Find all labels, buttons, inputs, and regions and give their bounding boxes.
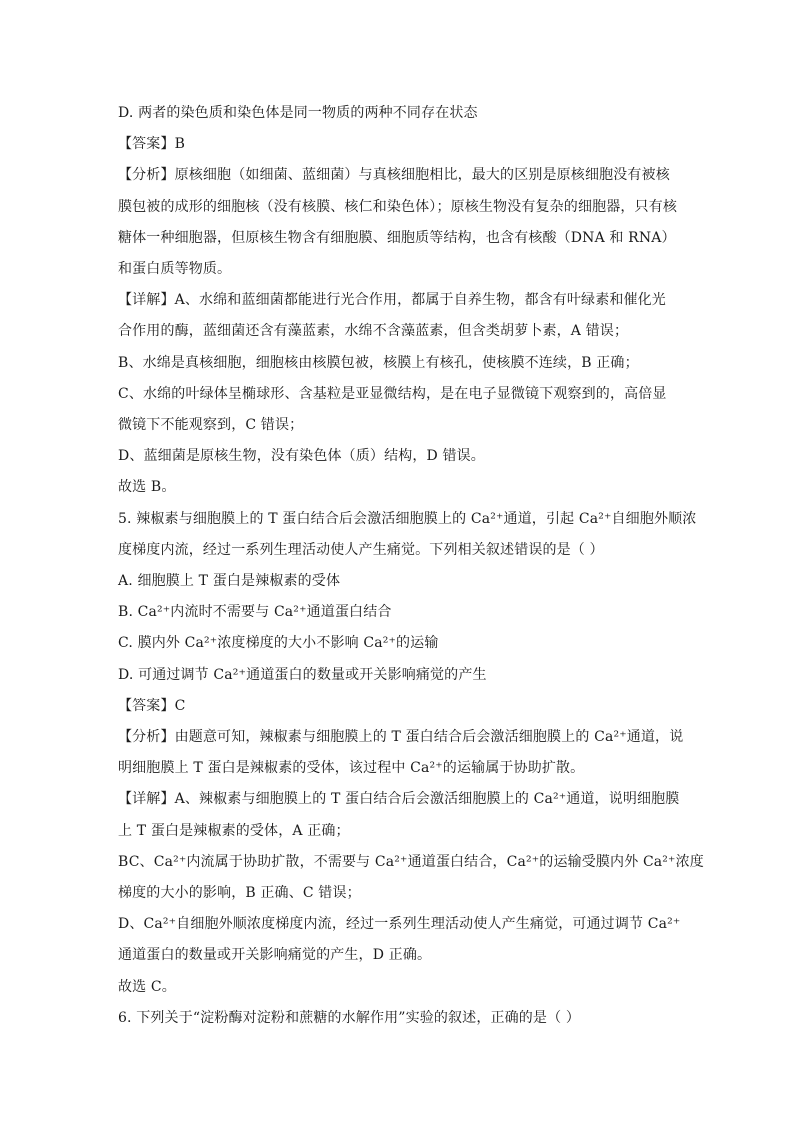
text-line: B. Ca²⁺内流时不需要与 Ca²⁺通道蛋白结合: [118, 604, 392, 621]
text-line: D. 可通过调节 Ca²⁺通道蛋白的数量或开关影响痛觉的产生: [118, 666, 487, 683]
text-line: 故选 C。: [118, 978, 176, 995]
text-line: BC、Ca²⁺内流属于协助扩散，不需要与 Ca²⁺通道蛋白结合，Ca²⁺的运输受膜内外 Ca²⁺浓度: [118, 853, 704, 870]
text-line: 度梯度内流，经过一系列生理活动使人产生痛觉。下列相关叙述错误的是（ ）: [118, 541, 604, 558]
text-line: 【详解】A、水绵和蓝细菌都能进行光合作用，都属于自养生物，都含有叶绿素和催化光: [118, 292, 666, 309]
text-line: A. 细胞膜上 T 蛋白是辣椒素的受体: [118, 573, 341, 590]
text-line: 6. 下列关于“淀粉酶对淀粉和蔗糖的水解作用”实验的叙述，正确的是（ ）: [118, 1009, 580, 1026]
text-line: 【答案】B: [118, 136, 186, 153]
text-line: 上 T 蛋白是辣椒素的受体，A 正确；: [118, 822, 350, 839]
text-line: 【答案】C: [118, 697, 186, 714]
text-line: 故选 B。: [118, 479, 176, 496]
text-line: 5. 辣椒素与细胞膜上的 T 蛋白结合后会激活细胞膜上的 Ca²⁺通道，引起 Ca²⁺自细胞外顺浓: [118, 510, 697, 527]
text-line: 通道蛋白的数量或开关影响痛觉的产生，D 正确。: [118, 947, 432, 964]
text-line: 糖体一种细胞器，但原核生物含有细胞膜、细胞质等结构，也含有核酸（DNA 和 RNA）: [118, 229, 676, 246]
text-line: 明细胞膜上 T 蛋白是辣椒素的受体，该过程中 Ca²⁺的运输属于协助扩散。: [118, 760, 585, 777]
document-page: [118, 98, 704, 1034]
text-line: C、水绵的叶绿体呈椭球形、含基粒是亚显微结构，是在电子显微镜下观察到的，高倍显: [118, 385, 667, 402]
text-line: 合作用的酶，蓝细菌还含有藻蓝素，水绵不含藻蓝素，但含类胡萝卜素，A 错误；: [118, 323, 629, 340]
text-line: 膜包被的成形的细胞核（没有核膜、核仁和染色体）；原核生物没有复杂的细胞器，只有核: [118, 198, 677, 215]
text-line: B、水绵是真核细胞，细胞核由核膜包被，核膜上有核孔，使核膜不连续，B 正确；: [118, 354, 639, 371]
text-line: D、Ca²⁺自细胞外顺浓度梯度内流，经过一系列生理活动使人产生痛觉，可通过调节 Ca²⁺: [118, 916, 681, 933]
text-line: 【分析】由题意可知，辣椒素与细胞膜上的 T 蛋白结合后会激活细胞膜上的 Ca²⁺通道，说: [118, 729, 684, 746]
text-line: C. 膜内外 Ca²⁺浓度梯度的大小不影响 Ca²⁺的运输: [118, 635, 439, 652]
text-line: 微镜下不能观察到，C 错误；: [118, 417, 304, 434]
text-line: 梯度的大小的影响，B 正确、C 错误；: [118, 885, 361, 902]
text-line: D、蓝细菌是原核生物，没有染色体（质）结构，D 错误。: [118, 448, 485, 465]
text-line: D. 两者的染色质和染色体是同一物质的两种不同存在状态: [118, 105, 478, 121]
text-line: 和蛋白质等物质。: [118, 261, 232, 278]
text-line: 【分析】原核细胞（如细菌、蓝细菌）与真核细胞相比，最大的区别是原核细胞没有被核: [118, 167, 670, 184]
text-line: 【详解】A、辣椒素与细胞膜上的 T 蛋白结合后会激活细胞膜上的 Ca²⁺通道，说明细胞膜: [118, 791, 680, 808]
